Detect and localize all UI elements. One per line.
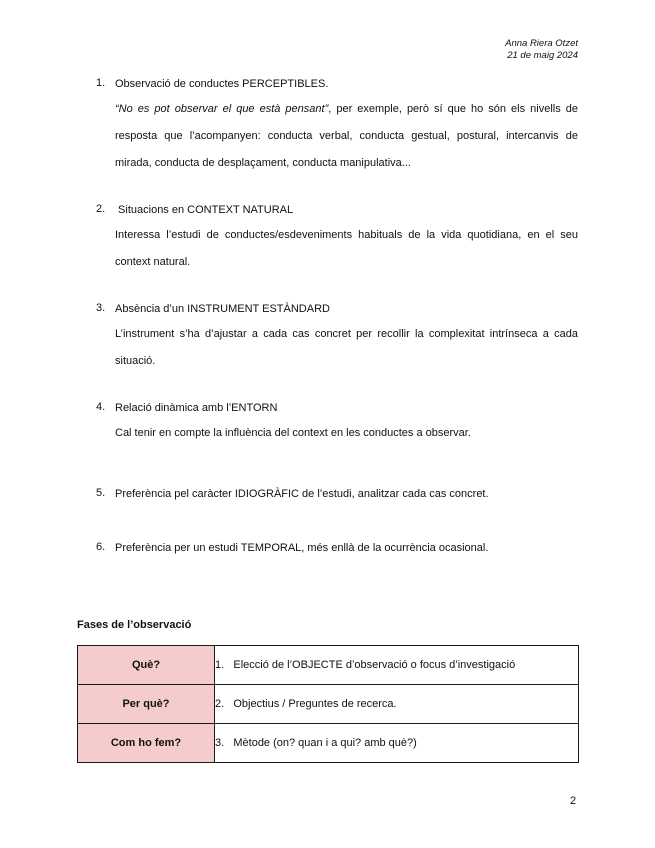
- phase-number: 3.: [215, 737, 225, 749]
- item-text-rest: , per exemple, però sí que ho són els nivells de resposta que l’acompanyen: conducta verbal, conducta gestual, postural, intercanvis de mirada, conducta de desplaçament, conducta manipulativa...: [115, 103, 578, 169]
- phase-answer-cell: [215, 685, 579, 724]
- author-name: Anna Riera Otzet: [505, 38, 578, 49]
- table-row: [78, 724, 579, 763]
- phase-answer-cell: [215, 646, 579, 685]
- item-title: Preferència pel caràcter IDIOGRÀFIC de l’estudi, analitzar cada cas concret.: [115, 488, 489, 500]
- table-row: [78, 646, 579, 685]
- item-number: 2.: [96, 203, 106, 215]
- item-text: Cal tenir en compte la influència del context en les conductes a observar.: [115, 427, 471, 439]
- item-body: [115, 401, 578, 447]
- list-item: [96, 487, 578, 501]
- item-body: [115, 487, 578, 501]
- item-body: [115, 77, 578, 177]
- phase-answer: Objectius / Preguntes de recerca.: [233, 698, 397, 710]
- page-header: [505, 38, 578, 62]
- section-title: Fases de l’observació: [77, 619, 192, 631]
- item-title: Relació dinàmica amb l’ENTORN: [115, 402, 278, 414]
- item-quote: “No es pot observar el que està pensant”: [115, 103, 329, 115]
- item-title: Preferència per un estudi TEMPORAL, més enllà de la ocurrència ocasional.: [115, 542, 489, 554]
- phase-answer-cell: [215, 724, 579, 763]
- phase-number: 2.: [215, 698, 225, 710]
- characteristics-list: [96, 77, 578, 555]
- phase-question: Què?: [78, 646, 215, 685]
- list-item: [96, 203, 578, 276]
- item-body: [115, 541, 578, 555]
- list-item: [96, 302, 578, 375]
- item-text: [115, 96, 578, 177]
- list-item: [96, 541, 578, 555]
- item-text: L’instrument s’ha d’ajustar a cada cas concret per recollir la complexitat intrínseca a cada situació.: [115, 328, 578, 367]
- phase-number: 1.: [215, 659, 225, 671]
- phases-table: [77, 645, 579, 763]
- list-item: [96, 77, 578, 177]
- phase-answer: Elecció de l’OBJECTE d’observació o focus d’investigació: [233, 659, 516, 671]
- item-body: [115, 203, 578, 276]
- phase-question: Com ho fem?: [78, 724, 215, 763]
- item-title: Observació de conductes PERCEPTIBLES.: [115, 78, 329, 90]
- page-number: 2: [570, 795, 577, 807]
- item-body: [115, 302, 578, 375]
- item-text: Interessa l’estudi de conductes/esdeveniments habituals de la vida quotidiana, en el seu context natural.: [115, 229, 578, 268]
- item-number: 4.: [96, 401, 106, 413]
- list-item: [96, 401, 578, 447]
- item-title: Situacions en CONTEXT NATURAL: [115, 204, 294, 216]
- phase-question: Per què?: [78, 685, 215, 724]
- document-date: 21 de maig 2024: [507, 50, 578, 61]
- table-row: [78, 685, 579, 724]
- item-number: 3.: [96, 302, 106, 314]
- item-number: 6.: [96, 541, 106, 553]
- item-number: 1.: [96, 77, 106, 89]
- item-title: Absència d’un INSTRUMENT ESTÀNDARD: [115, 303, 330, 315]
- phase-answer: Mètode (on? quan i a qui? amb què?): [233, 737, 417, 749]
- item-number: 5.: [96, 487, 106, 499]
